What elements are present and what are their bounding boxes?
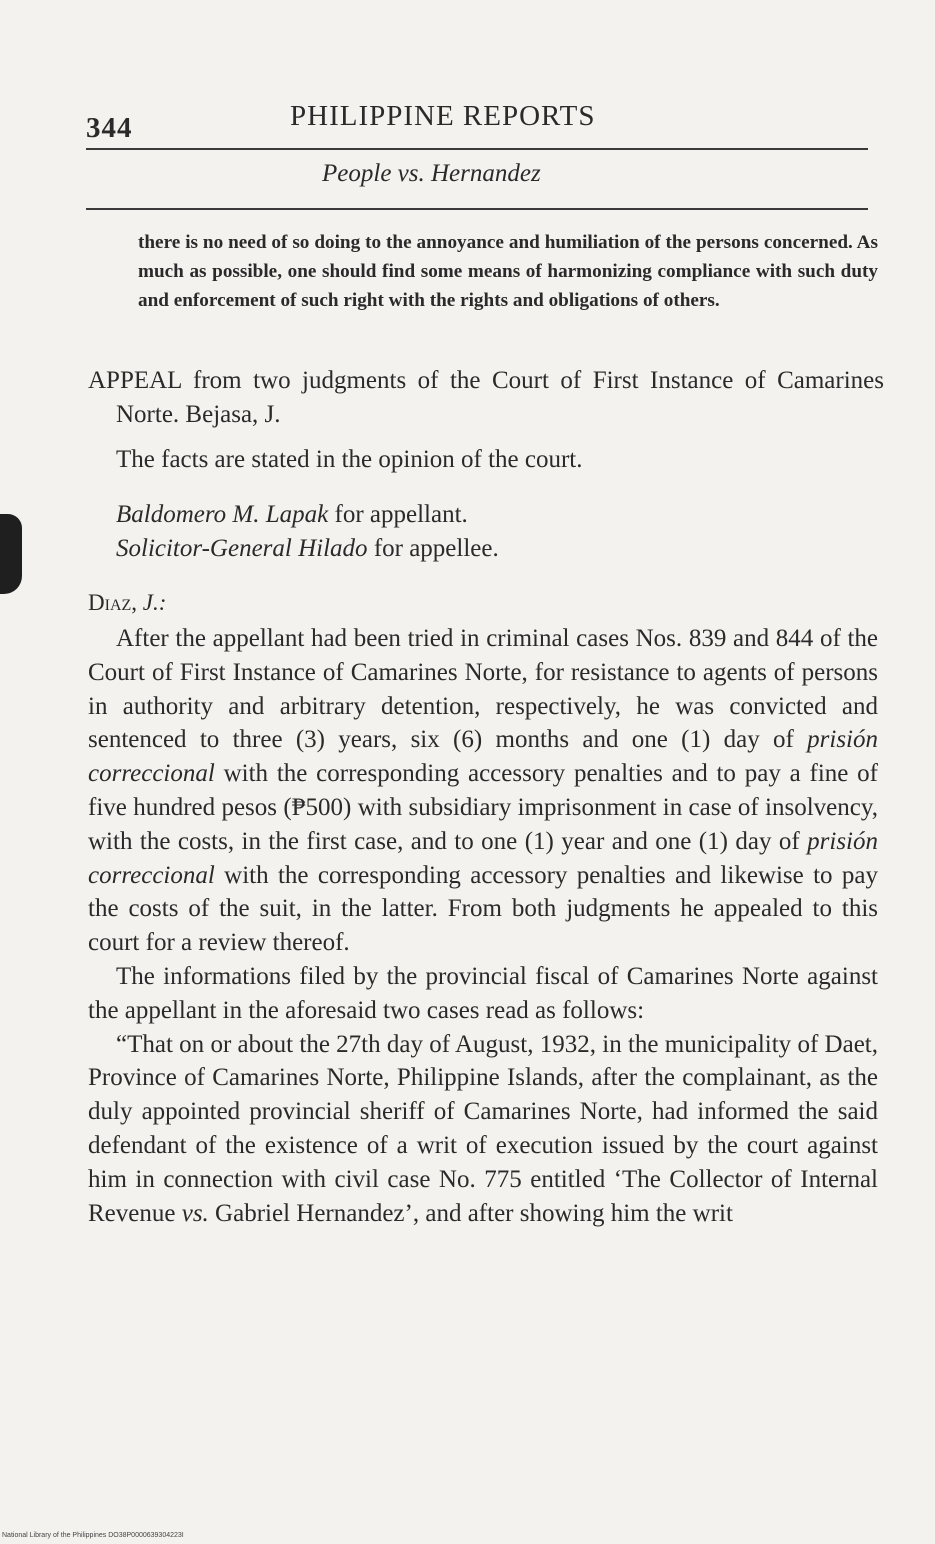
appellee-role: for appellee.: [367, 535, 499, 562]
header-rule-top: [86, 148, 868, 150]
scan-shadow-mark: [0, 514, 22, 594]
running-title: PHILIPPINE REPORTS: [290, 100, 596, 132]
opinion-body: [88, 622, 878, 1230]
p3-text-b: Gabriel Hernandez’, and after showing him the writ: [208, 1199, 733, 1227]
page-number: 344: [86, 112, 133, 144]
p1-term-1: prisión correccional: [88, 726, 878, 788]
case-title: People vs. Hernandez: [322, 160, 541, 187]
p3-text-a: “That on or about the 27th day of August, 1932, in the municipality of Daet, Province of Camarines Norte, Philippine Islands, after the complainant, as the duly appointed provincial sheriff of Camarines Norte, had informed the said defendant of the existence of a writ of execution issued by the court against him in connection with civil case No. 775 entitled ‘The Collector of Internal Revenue: [88, 1030, 878, 1227]
header-rule-bottom: [86, 208, 868, 210]
facts-statement: The facts are stated in the opinion of the court.: [116, 446, 583, 473]
counsel-appellant: [116, 498, 499, 532]
opinion-paragraph-1: [88, 622, 878, 960]
p1-text-c: with the corresponding accessory penalties and likewise to pay the costs of the suit, in the latter. From both judgments he appealed to this court for a review thereof.: [88, 861, 878, 957]
ponente-name: Diaz,: [88, 590, 138, 615]
p1-text-b: with the corresponding accessory penalties and to pay a fine of five hundred pesos (₱500) with subsidiary imprisonment in case of insolvency, with the costs, in the first case, and to one (1) year and one (1) day of: [88, 760, 878, 855]
p1-text-a: After the appellant had been tried in criminal cases Nos. 839 and 844 of the Court of First Instance of Camarines Norte, for resistance to agents of persons in authority and arbitrary detention, respectively, he was convicted and sentenced to three (3) years, six (6) months and one (1) day of: [88, 625, 878, 754]
syllabus-paragraph: there is no need of so doing to the annoyance and humiliation of the persons concerned. As much as possible, one should find some means of harmonizing compliance with such duty and enforcement of such right with the rights and obligations of others.: [138, 232, 878, 311]
counsel-appellee: [116, 532, 499, 566]
appellant-counsel-name: Baldomero M. Lapak: [116, 501, 329, 528]
p1-term-2: prisión correccional: [88, 827, 878, 889]
opinion-paragraph-3: [88, 1028, 878, 1231]
appeal-statement: APPEAL from two judgments of the Court of First Instance of Camarines Norte. Bejasa, J.: [88, 367, 884, 428]
footer-note: National Library of the Philippines DO38P0000639304223I: [2, 1532, 184, 1539]
counsel-block: [116, 498, 499, 566]
appellant-role: for appellant.: [328, 501, 468, 528]
ponente-suffix: J.:: [137, 590, 167, 615]
appellee-counsel-name: Solicitor-General Hilado: [116, 535, 368, 562]
opinion-paragraph-2: The informations filed by the provincial fiscal of Camarines Norte against the appellant in the aforesaid two cases read as follows:: [88, 962, 878, 1024]
ponente: [88, 590, 166, 616]
p3-vs: vs.: [181, 1199, 209, 1227]
